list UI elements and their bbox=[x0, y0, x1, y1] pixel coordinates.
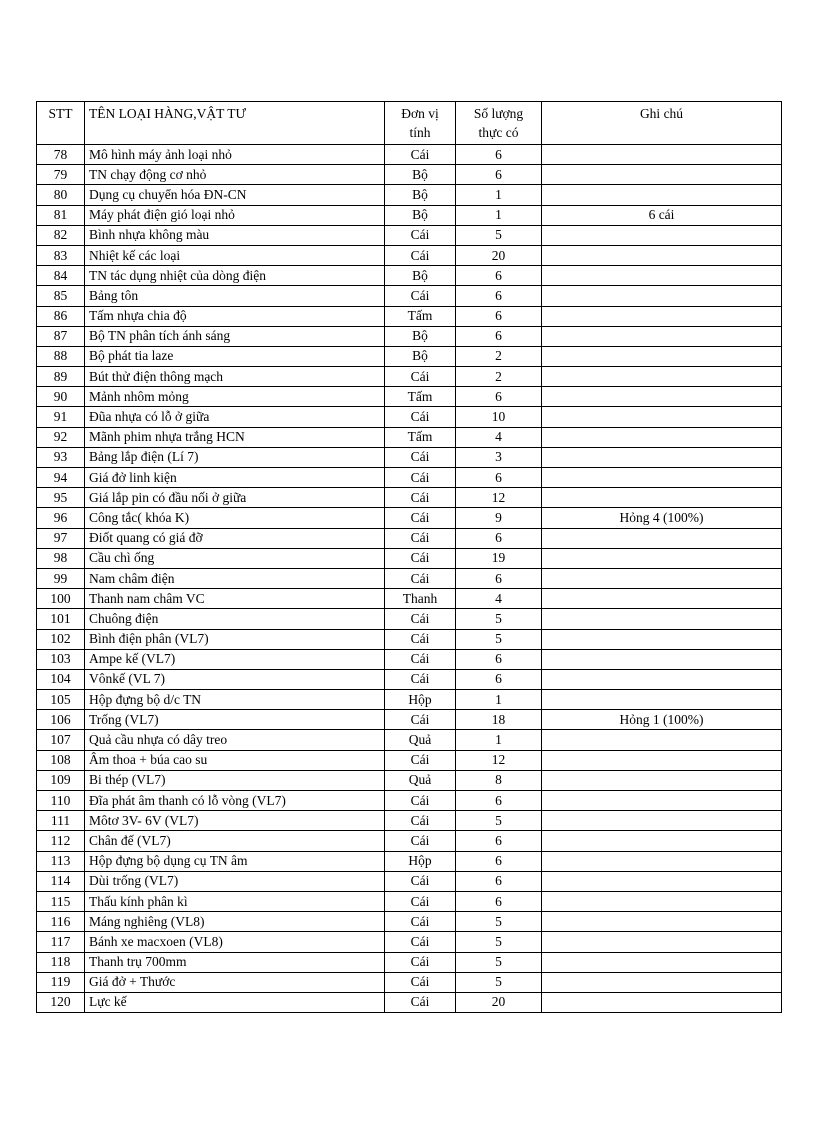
cell-stt: 114 bbox=[37, 871, 85, 891]
header-unit-line1: Đơn vị bbox=[401, 106, 439, 121]
cell-unit: Tấm bbox=[385, 387, 456, 407]
table-row bbox=[37, 750, 782, 770]
cell-note bbox=[542, 730, 782, 750]
cell-qty: 6 bbox=[456, 145, 542, 165]
table-row bbox=[37, 447, 782, 467]
cell-stt: 109 bbox=[37, 770, 85, 790]
cell-unit: Cái bbox=[385, 488, 456, 508]
cell-note bbox=[542, 649, 782, 669]
cell-unit: Tấm bbox=[385, 427, 456, 447]
cell-unit: Cái bbox=[385, 468, 456, 488]
cell-qty: 5 bbox=[456, 952, 542, 972]
cell-name: Mãnh phim nhựa trắng HCN bbox=[85, 427, 385, 447]
cell-qty: 20 bbox=[456, 992, 542, 1012]
cell-name: Vônkế (VL 7) bbox=[85, 669, 385, 689]
cell-unit: Cái bbox=[385, 548, 456, 568]
cell-unit: Cái bbox=[385, 609, 456, 629]
cell-name: Trống (VL7) bbox=[85, 710, 385, 730]
cell-qty: 6 bbox=[456, 649, 542, 669]
cell-note bbox=[542, 447, 782, 467]
cell-note bbox=[542, 225, 782, 245]
cell-note bbox=[542, 891, 782, 911]
cell-name: Giá đở + Thước bbox=[85, 972, 385, 992]
cell-qty: 5 bbox=[456, 912, 542, 932]
cell-name: Cầu chì ống bbox=[85, 548, 385, 568]
cell-name: Thanh nam châm VC bbox=[85, 589, 385, 609]
table-row bbox=[37, 972, 782, 992]
table-row bbox=[37, 770, 782, 790]
cell-note: 6 cái bbox=[542, 205, 782, 225]
cell-note bbox=[542, 266, 782, 286]
cell-stt: 106 bbox=[37, 710, 85, 730]
cell-note bbox=[542, 831, 782, 851]
cell-unit: Cái bbox=[385, 286, 456, 306]
cell-qty: 2 bbox=[456, 367, 542, 387]
cell-qty: 12 bbox=[456, 488, 542, 508]
cell-qty: 19 bbox=[456, 548, 542, 568]
cell-qty: 2 bbox=[456, 346, 542, 366]
cell-unit: Cái bbox=[385, 568, 456, 588]
cell-qty: 5 bbox=[456, 972, 542, 992]
cell-name: Điốt quang có giá đỡ bbox=[85, 528, 385, 548]
table-row bbox=[37, 851, 782, 871]
table-row bbox=[37, 306, 782, 326]
cell-name: Âm thoa + búa cao su bbox=[85, 750, 385, 770]
cell-qty: 6 bbox=[456, 791, 542, 811]
table-row bbox=[37, 710, 782, 730]
cell-stt: 91 bbox=[37, 407, 85, 427]
cell-stt: 102 bbox=[37, 629, 85, 649]
cell-unit: Quả bbox=[385, 770, 456, 790]
cell-qty: 4 bbox=[456, 427, 542, 447]
cell-unit: Bộ bbox=[385, 266, 456, 286]
table-row bbox=[37, 609, 782, 629]
cell-unit: Cái bbox=[385, 791, 456, 811]
table-row bbox=[37, 629, 782, 649]
cell-name: Bảng lắp điện (Lí 7) bbox=[85, 447, 385, 467]
cell-name: Ampe kế (VL7) bbox=[85, 649, 385, 669]
cell-name: Hộp đựng bộ dụng cụ TN âm bbox=[85, 851, 385, 871]
cell-stt: 82 bbox=[37, 225, 85, 245]
cell-stt: 107 bbox=[37, 730, 85, 750]
cell-stt: 105 bbox=[37, 690, 85, 710]
cell-stt: 108 bbox=[37, 750, 85, 770]
table-row bbox=[37, 932, 782, 952]
cell-unit: Cái bbox=[385, 932, 456, 952]
cell-qty: 6 bbox=[456, 468, 542, 488]
cell-unit: Cái bbox=[385, 649, 456, 669]
cell-note bbox=[542, 568, 782, 588]
table-row bbox=[37, 326, 782, 346]
table-row bbox=[37, 649, 782, 669]
header-qty-line2: thực có bbox=[478, 125, 519, 140]
table-row bbox=[37, 831, 782, 851]
cell-qty: 20 bbox=[456, 245, 542, 265]
cell-stt: 113 bbox=[37, 851, 85, 871]
cell-qty: 6 bbox=[456, 326, 542, 346]
cell-unit: Cái bbox=[385, 225, 456, 245]
cell-unit: Cái bbox=[385, 992, 456, 1012]
cell-name: Thấu kính phân kì bbox=[85, 891, 385, 911]
cell-qty: 6 bbox=[456, 669, 542, 689]
cell-name: Dụng cụ chuyển hóa ĐN-CN bbox=[85, 185, 385, 205]
cell-note bbox=[542, 286, 782, 306]
cell-stt: 92 bbox=[37, 427, 85, 447]
cell-stt: 89 bbox=[37, 367, 85, 387]
cell-qty: 6 bbox=[456, 831, 542, 851]
cell-note bbox=[542, 407, 782, 427]
cell-qty: 6 bbox=[456, 851, 542, 871]
cell-qty: 5 bbox=[456, 609, 542, 629]
cell-note bbox=[542, 992, 782, 1012]
cell-note: Hỏng 1 (100%) bbox=[542, 710, 782, 730]
table-row bbox=[37, 528, 782, 548]
cell-qty: 6 bbox=[456, 871, 542, 891]
cell-note bbox=[542, 185, 782, 205]
cell-note bbox=[542, 306, 782, 326]
cell-name: TN tác dụng nhiệt của dòng điện bbox=[85, 266, 385, 286]
cell-note bbox=[542, 589, 782, 609]
cell-qty: 10 bbox=[456, 407, 542, 427]
cell-stt: 119 bbox=[37, 972, 85, 992]
cell-name: Bi thép (VL7) bbox=[85, 770, 385, 790]
table-row bbox=[37, 952, 782, 972]
cell-note bbox=[542, 145, 782, 165]
table-row bbox=[37, 488, 782, 508]
cell-qty: 6 bbox=[456, 528, 542, 548]
cell-unit: Cái bbox=[385, 891, 456, 911]
cell-stt: 94 bbox=[37, 468, 85, 488]
cell-stt: 118 bbox=[37, 952, 85, 972]
cell-qty: 6 bbox=[456, 387, 542, 407]
cell-note bbox=[542, 367, 782, 387]
table-row bbox=[37, 791, 782, 811]
cell-note bbox=[542, 548, 782, 568]
table-row bbox=[37, 912, 782, 932]
cell-stt: 120 bbox=[37, 992, 85, 1012]
table-row bbox=[37, 871, 782, 891]
cell-name: Nam châm điện bbox=[85, 568, 385, 588]
cell-qty: 9 bbox=[456, 508, 542, 528]
cell-stt: 86 bbox=[37, 306, 85, 326]
cell-note bbox=[542, 871, 782, 891]
cell-unit: Cái bbox=[385, 972, 456, 992]
cell-qty: 6 bbox=[456, 266, 542, 286]
cell-unit: Cái bbox=[385, 831, 456, 851]
cell-unit: Cái bbox=[385, 629, 456, 649]
table-row bbox=[37, 730, 782, 750]
cell-unit: Bộ bbox=[385, 165, 456, 185]
table-row bbox=[37, 407, 782, 427]
cell-qty: 3 bbox=[456, 447, 542, 467]
cell-unit: Bộ bbox=[385, 205, 456, 225]
cell-note bbox=[542, 791, 782, 811]
cell-note bbox=[542, 750, 782, 770]
table-row bbox=[37, 568, 782, 588]
header-stt: STT bbox=[37, 102, 85, 145]
cell-name: Bút thử điện thông mạch bbox=[85, 367, 385, 387]
cell-note bbox=[542, 326, 782, 346]
cell-note bbox=[542, 770, 782, 790]
cell-note bbox=[542, 387, 782, 407]
cell-stt: 78 bbox=[37, 145, 85, 165]
cell-qty: 1 bbox=[456, 730, 542, 750]
table-row bbox=[37, 185, 782, 205]
cell-name: Thanh trụ 700mm bbox=[85, 952, 385, 972]
table-body bbox=[37, 145, 782, 1013]
header-name: TÊN LOẠI HÀNG,VẬT TƯ bbox=[85, 102, 385, 145]
cell-stt: 88 bbox=[37, 346, 85, 366]
cell-name: Lực kế bbox=[85, 992, 385, 1012]
cell-note bbox=[542, 629, 782, 649]
cell-unit: Cái bbox=[385, 528, 456, 548]
cell-name: Bình điện phân (VL7) bbox=[85, 629, 385, 649]
cell-unit: Thanh bbox=[385, 589, 456, 609]
cell-unit: Quả bbox=[385, 730, 456, 750]
header-qty bbox=[456, 102, 542, 145]
table-header bbox=[37, 102, 782, 145]
cell-unit: Cái bbox=[385, 407, 456, 427]
header-unit-line2: tính bbox=[409, 125, 431, 140]
cell-qty: 18 bbox=[456, 710, 542, 730]
cell-name: Bộ phát tia laze bbox=[85, 346, 385, 366]
table-row bbox=[37, 508, 782, 528]
table-row bbox=[37, 205, 782, 225]
cell-unit: Hộp bbox=[385, 690, 456, 710]
cell-note bbox=[542, 952, 782, 972]
cell-name: Dùi trống (VL7) bbox=[85, 871, 385, 891]
cell-unit: Cái bbox=[385, 367, 456, 387]
cell-unit: Tấm bbox=[385, 306, 456, 326]
cell-name: Bình nhựa không màu bbox=[85, 225, 385, 245]
cell-stt: 90 bbox=[37, 387, 85, 407]
cell-qty: 5 bbox=[456, 629, 542, 649]
table-row bbox=[37, 145, 782, 165]
cell-name: Bánh xe macxoen (VL8) bbox=[85, 932, 385, 952]
cell-stt: 87 bbox=[37, 326, 85, 346]
cell-stt: 81 bbox=[37, 205, 85, 225]
cell-stt: 96 bbox=[37, 508, 85, 528]
cell-note bbox=[542, 609, 782, 629]
cell-stt: 80 bbox=[37, 185, 85, 205]
cell-qty: 12 bbox=[456, 750, 542, 770]
cell-stt: 98 bbox=[37, 548, 85, 568]
cell-qty: 5 bbox=[456, 225, 542, 245]
cell-note bbox=[542, 851, 782, 871]
cell-note bbox=[542, 528, 782, 548]
cell-note bbox=[542, 669, 782, 689]
table-row bbox=[37, 992, 782, 1012]
cell-name: Hộp đựng bộ d/c TN bbox=[85, 690, 385, 710]
table-row bbox=[37, 387, 782, 407]
header-qty-line1: Số lượng bbox=[473, 106, 524, 121]
table-row bbox=[37, 548, 782, 568]
cell-stt: 115 bbox=[37, 891, 85, 911]
cell-unit: Cái bbox=[385, 811, 456, 831]
header-unit bbox=[385, 102, 456, 145]
cell-qty: 4 bbox=[456, 589, 542, 609]
cell-stt: 79 bbox=[37, 165, 85, 185]
cell-qty: 1 bbox=[456, 205, 542, 225]
cell-qty: 6 bbox=[456, 891, 542, 911]
cell-qty: 1 bbox=[456, 690, 542, 710]
cell-note bbox=[542, 912, 782, 932]
table-row bbox=[37, 891, 782, 911]
cell-name: Máy phát điện gió loại nhỏ bbox=[85, 205, 385, 225]
table-row bbox=[37, 286, 782, 306]
cell-note bbox=[542, 488, 782, 508]
cell-stt: 93 bbox=[37, 447, 85, 467]
table-row bbox=[37, 165, 782, 185]
cell-unit: Cái bbox=[385, 245, 456, 265]
cell-stt: 112 bbox=[37, 831, 85, 851]
cell-note bbox=[542, 811, 782, 831]
cell-name: Bộ TN phân tích ánh sáng bbox=[85, 326, 385, 346]
cell-note: Hỏng 4 (100%) bbox=[542, 508, 782, 528]
cell-name: Mảnh nhôm mỏng bbox=[85, 387, 385, 407]
table-row bbox=[37, 266, 782, 286]
cell-unit: Cái bbox=[385, 669, 456, 689]
cell-qty: 6 bbox=[456, 306, 542, 326]
cell-note bbox=[542, 932, 782, 952]
cell-stt: 85 bbox=[37, 286, 85, 306]
cell-stt: 117 bbox=[37, 932, 85, 952]
table-row bbox=[37, 367, 782, 387]
cell-unit: Cái bbox=[385, 871, 456, 891]
table-row bbox=[37, 811, 782, 831]
table-row bbox=[37, 669, 782, 689]
cell-unit: Hộp bbox=[385, 851, 456, 871]
cell-stt: 100 bbox=[37, 589, 85, 609]
cell-name: Bảng tôn bbox=[85, 286, 385, 306]
cell-name: Môtơ 3V- 6V (VL7) bbox=[85, 811, 385, 831]
cell-name: Công tắc( khóa K) bbox=[85, 508, 385, 528]
cell-stt: 116 bbox=[37, 912, 85, 932]
cell-qty: 6 bbox=[456, 568, 542, 588]
cell-stt: 97 bbox=[37, 528, 85, 548]
cell-stt: 104 bbox=[37, 669, 85, 689]
cell-name: TN chạy động cơ nhỏ bbox=[85, 165, 385, 185]
cell-unit: Cái bbox=[385, 710, 456, 730]
cell-unit: Cái bbox=[385, 912, 456, 932]
cell-name: Giá lắp pin có đầu nối ở giữa bbox=[85, 488, 385, 508]
cell-qty: 1 bbox=[456, 185, 542, 205]
cell-name: Đĩa phát âm thanh có lỗ vòng (VL7) bbox=[85, 791, 385, 811]
table-row bbox=[37, 346, 782, 366]
cell-unit: Cái bbox=[385, 447, 456, 467]
cell-unit: Bộ bbox=[385, 346, 456, 366]
cell-note bbox=[542, 972, 782, 992]
cell-qty: 5 bbox=[456, 811, 542, 831]
cell-note bbox=[542, 346, 782, 366]
cell-note bbox=[542, 690, 782, 710]
cell-qty: 6 bbox=[456, 165, 542, 185]
cell-name: Nhiệt kế các loại bbox=[85, 245, 385, 265]
cell-note bbox=[542, 468, 782, 488]
cell-name: Tấm nhựa chia độ bbox=[85, 306, 385, 326]
cell-stt: 103 bbox=[37, 649, 85, 669]
cell-name: Mô hình máy ảnh loại nhỏ bbox=[85, 145, 385, 165]
cell-unit: Bộ bbox=[385, 326, 456, 346]
cell-qty: 6 bbox=[456, 286, 542, 306]
cell-stt: 110 bbox=[37, 791, 85, 811]
cell-stt: 111 bbox=[37, 811, 85, 831]
table-row bbox=[37, 589, 782, 609]
table-row bbox=[37, 225, 782, 245]
cell-note bbox=[542, 427, 782, 447]
table-row bbox=[37, 690, 782, 710]
cell-note bbox=[542, 245, 782, 265]
cell-stt: 84 bbox=[37, 266, 85, 286]
cell-unit: Bộ bbox=[385, 185, 456, 205]
inventory-table bbox=[36, 101, 782, 1013]
cell-stt: 95 bbox=[37, 488, 85, 508]
cell-name: Đũa nhựa có lỗ ở giữa bbox=[85, 407, 385, 427]
table-row bbox=[37, 245, 782, 265]
cell-unit: Cái bbox=[385, 952, 456, 972]
cell-qty: 8 bbox=[456, 770, 542, 790]
header-row bbox=[37, 102, 782, 145]
cell-qty: 5 bbox=[456, 932, 542, 952]
cell-note bbox=[542, 165, 782, 185]
cell-name: Chân đế (VL7) bbox=[85, 831, 385, 851]
cell-name: Chuông điện bbox=[85, 609, 385, 629]
cell-stt: 83 bbox=[37, 245, 85, 265]
cell-name: Giá đở linh kiện bbox=[85, 468, 385, 488]
cell-stt: 99 bbox=[37, 568, 85, 588]
cell-unit: Cái bbox=[385, 750, 456, 770]
cell-unit: Cái bbox=[385, 508, 456, 528]
table-row bbox=[37, 468, 782, 488]
header-note: Ghi chú bbox=[542, 102, 782, 145]
cell-name: Quả cầu nhựa có dây treo bbox=[85, 730, 385, 750]
cell-unit: Cái bbox=[385, 145, 456, 165]
cell-name: Máng nghiêng (VL8) bbox=[85, 912, 385, 932]
table-row bbox=[37, 427, 782, 447]
cell-stt: 101 bbox=[37, 609, 85, 629]
